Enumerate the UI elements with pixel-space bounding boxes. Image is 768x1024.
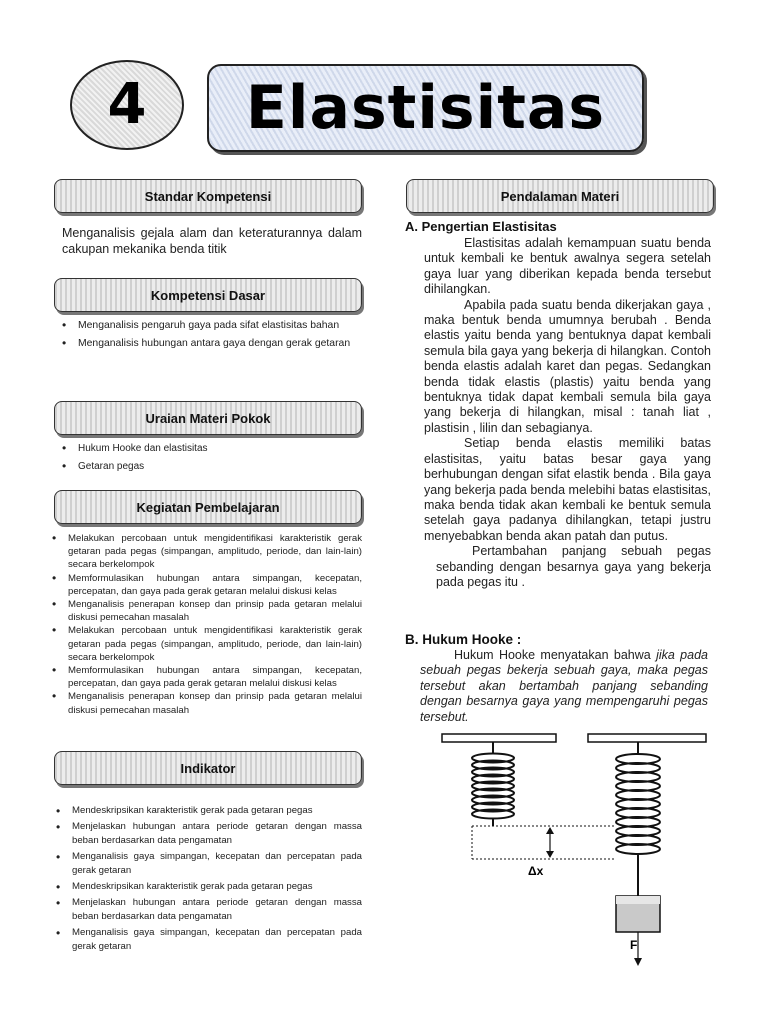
chapter-number: 4 (107, 72, 147, 137)
uraian-materi-list (56, 441, 362, 476)
paragraph: Elastisitas adalah kemampuan suatu benda untuk kembali ke bentuk awalnya segera setelah gaya luar yang diberikan kepada benda tersebut dihilangkan. (424, 236, 711, 297)
paragraph: Apabila pada suatu benda dikerjakan gaya , maka bentuk benda umumnya berubah . Benda elastis yaitu benda yang bentuknya dapat kembali semula bila gaya yang bekerja di hilangkan. Contoh benda elastis adalah karet dan pegas. Sedangkan benda tidak elastis (plastis) yaitu benda yang bentuknya tidak dapat kembali semula bila gaya yang bekerja di hilangkan, misal : tanah liat , plastisin , lilin dan sebagianya. (424, 297, 711, 435)
standar-kompetensi-header (54, 179, 362, 213)
pendalaman-materi-heading: Pendalaman Materi (500, 188, 620, 204)
section-b-body (420, 648, 708, 725)
paragraph: Setiap benda elastis memiliki batas elastisitas, yaitu batas besar gaya yang berhubungan dengan sifat elastik benda . Bila gaya yang bekerja pada benda melebihi batas elastisitas, maka benda tidak akan kembali ke bentuk semula setelah gaya padanya dihilangkan, tetapi justru menyebabkan benda akan patah dan putus. (424, 436, 711, 543)
hooke-spring-figure (436, 728, 726, 968)
indikator-heading: Indikator (180, 760, 236, 776)
standar-kompetensi-text: Menganalisis gejala alam dan keteraturannya dalam cakupan mekanika benda titik (62, 226, 362, 256)
left-spring (472, 742, 514, 826)
list-item: • Menganalisis gaya simpangan, kecepatan dan percepatan pada gerak getaran (50, 926, 362, 954)
uraian-materi-header (54, 401, 362, 435)
chapter-title-banner (207, 64, 644, 152)
kompetensi-dasar-header (54, 278, 362, 312)
list-item: • Menjelaskan hubungan antara periode getaran dengan massa beban berdasarkan data pengamatan (50, 896, 362, 924)
list-item: • Menganalisis pengaruh gaya pada sifat elastisitas bahan (56, 318, 362, 334)
indikator-list (50, 804, 362, 954)
kegiatan-pembelajaran-list (46, 532, 362, 717)
list-item: • Melakukan percobaan untuk mengidentifikasi karakteristik gerak getaran pada pegas (simpangan, amplitudo, periode, dan lain-lain) secara berkelompok (46, 624, 362, 664)
section-b-title: B. Hukum Hooke : (405, 632, 522, 647)
right-support-bar (588, 734, 706, 742)
list-item: • Menganalisis gaya simpangan, kecepatan dan percepatan pada gerak getaran (50, 850, 362, 878)
list-item: • Menganalisis penerapan konsep dan prinsip pada getaran melalui diskusi pemecahan masalah (46, 598, 362, 624)
kompetensi-dasar-heading: Kompetensi Dasar (150, 287, 266, 303)
kompetensi-dasar-list (56, 318, 362, 353)
list-item: • Hukum Hooke dan elastisitas (56, 441, 362, 457)
section-a-title: A. Pengertian Elastisitas (405, 219, 557, 234)
right-spring (616, 742, 660, 896)
chapter-title: Elastisitas (245, 73, 606, 143)
paragraph: Pertambahan panjang sebuah pegas sebanding dengan besarnya gaya yang bekerja pada pegas itu . (436, 544, 711, 589)
kegiatan-pembelajaran-heading: Kegiatan Pembelajaran (136, 499, 280, 515)
list-item: • Menjelaskan hubungan antara periode getaran dengan massa beban berdasarkan data pengamatan (50, 820, 362, 848)
list-item: • Getaran pegas (56, 459, 362, 475)
list-item: • Menganalisis penerapan konsep dan prinsip pada getaran melalui diskusi pemecahan masalah (46, 690, 362, 716)
standar-kompetensi-heading: Standar Kompetensi (144, 188, 272, 204)
list-item: • Memformulasikan hubungan antara simpangan, kecepatan, percepatan, dan gaya pada gerak getaran melalui diskusi kelas (46, 572, 362, 598)
list-item: • Mendeskripsikan karakteristik gerak pada getaran pegas (50, 880, 362, 894)
delta-x-label: Δx (528, 864, 544, 878)
uraian-materi-heading: Uraian Materi Pokok (145, 410, 271, 426)
kegiatan-pembelajaran-header (54, 490, 362, 524)
list-item: • Memformulasikan hubungan antara simpangan, kecepatan, percepatan, dan gaya pada gerak getaran melalui diskusi kelas (46, 664, 362, 690)
force-label: F (630, 938, 638, 952)
list-item: • Melakukan percobaan untuk mengidentifikasi karakteristik gerak getaran pada pegas (simpangan, amplitudo, periode, dan lain-lain) secara berkelompok (46, 532, 362, 572)
section-a-body (424, 236, 711, 590)
indikator-header (54, 751, 362, 785)
hooke-statement: jika pada sebuah pegas bekerja sebuah gaya, maka pegas tersebut akan bertambah panjang sebanding dengan besarnya gaya yang mempengaruhi pegas tersebut. (420, 648, 708, 724)
pendalaman-materi-header (406, 179, 714, 213)
list-item: • Mendeskripsikan karakteristik gerak pada getaran pegas (50, 804, 362, 818)
left-support-bar (442, 734, 556, 742)
list-item: • Menganalisis hubungan antara gaya dengan gerak getaran (56, 336, 362, 352)
chapter-number-badge (70, 60, 184, 150)
hooke-lead: Hukum Hooke menyatakan bahwa (454, 648, 651, 662)
